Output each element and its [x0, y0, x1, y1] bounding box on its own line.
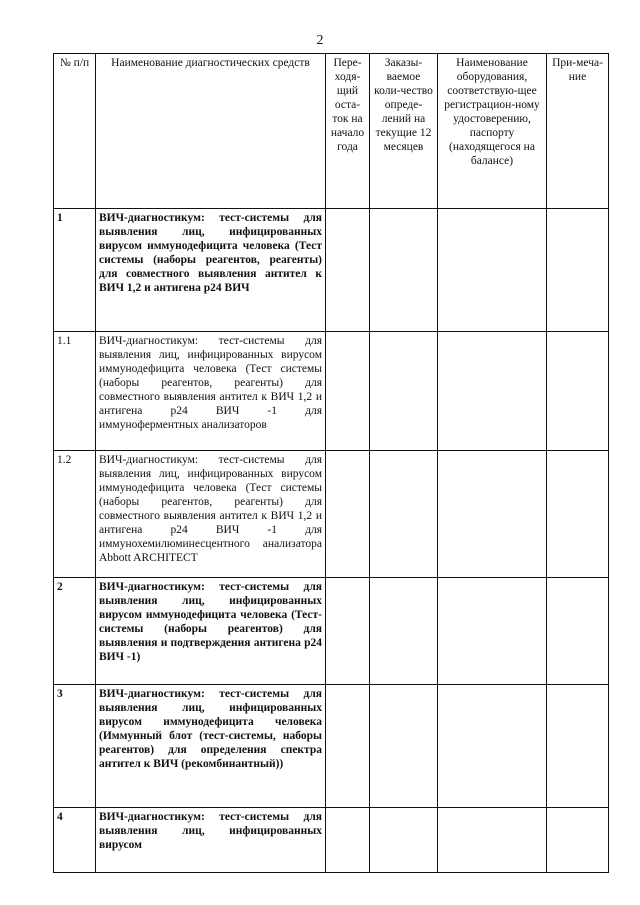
row-name: ВИЧ-диагностикум: тест-системы для выявления лиц, инфицированных вирусом иммунодефицита человека (Тест системы (наборы реагентов, реагенты) для совместного выявления антител к ВИЧ 1,2 и антигена р24 ВИЧ [96, 209, 326, 332]
row-name: ВИЧ-диагностикум: тест-системы для выявления лиц, инфицированных вирусом иммунодефицита человека (Тест-системы (наборы реагентов) для выявления и подтверждения антигена р24 ВИЧ -1) [96, 578, 326, 685]
table-row [54, 808, 609, 873]
row-equipment [438, 685, 547, 808]
row-quantity [370, 685, 438, 808]
row-number: 2 [54, 578, 96, 685]
row-remainder [326, 578, 370, 685]
row-quantity [370, 578, 438, 685]
header-note: При-меча-ние [547, 54, 609, 209]
header-name: Наименование диагностических средств [96, 54, 326, 209]
table-row [54, 578, 609, 685]
row-equipment [438, 332, 547, 451]
row-note [547, 578, 609, 685]
page-number: 2 [316, 33, 324, 48]
diagnostics-table [53, 53, 609, 873]
row-remainder [326, 451, 370, 578]
table-row [54, 451, 609, 578]
header-quantity: Заказы-ваемое коли-чество опреде-лений на текущие 12 месяцев [370, 54, 438, 209]
row-name: ВИЧ-диагностикум: тест-системы для выявления лиц, инфицированных вирусом иммунодефицита человека (Тест системы (наборы реагентов, реагенты) для совместного выявления антител к ВИЧ 1,2 и антигена р24 ВИЧ -1 для иммунохемилюминесцентного анализатора Abbott ARCHITECT [96, 451, 326, 578]
row-number: 4 [54, 808, 96, 873]
row-quantity [370, 332, 438, 451]
table-row [54, 332, 609, 451]
row-equipment [438, 808, 547, 873]
row-name: ВИЧ-диагностикум: тест-системы для выявления лиц, инфицированных вирусом иммунодефицита человека (Тест системы (наборы реагентов, реагенты) для совместного выявления антител к ВИЧ 1,2 и антигена р24 ВИЧ -1 для иммуноферментных анализаторов [96, 332, 326, 451]
row-remainder [326, 808, 370, 873]
row-number: 1 [54, 209, 96, 332]
row-number: 1.2 [54, 451, 96, 578]
row-quantity [370, 451, 438, 578]
row-remainder [326, 332, 370, 451]
row-equipment [438, 578, 547, 685]
header-remainder: Пере-ходя-щий оста-ток на начало года [326, 54, 370, 209]
row-equipment [438, 451, 547, 578]
row-note [547, 451, 609, 578]
row-number: 1.1 [54, 332, 96, 451]
header-number: № п/п [54, 54, 96, 209]
header-equipment: Наименование оборудования, соответствую-щее регистрацион-ному удостоверению, паспорту (находящегося на балансе) [438, 54, 547, 209]
row-remainder [326, 209, 370, 332]
row-note [547, 332, 609, 451]
table-row [54, 209, 609, 332]
row-name: ВИЧ-диагностикум: тест-системы для выявления лиц, инфицированных вирусом [96, 808, 326, 873]
row-note [547, 685, 609, 808]
row-equipment [438, 209, 547, 332]
row-note [547, 209, 609, 332]
row-number: 3 [54, 685, 96, 808]
row-quantity [370, 209, 438, 332]
table-header-row [54, 54, 609, 209]
table-row [54, 685, 609, 808]
row-remainder [326, 685, 370, 808]
row-note [547, 808, 609, 873]
row-name: ВИЧ-диагностикум: тест-системы для выявления лиц, инфицированных вирусом иммунодефицита человека (Иммунный блот (тест-системы, наборы реагентов) для определения спектра антител к ВИЧ (рекомбинантный)) [96, 685, 326, 808]
row-quantity [370, 808, 438, 873]
